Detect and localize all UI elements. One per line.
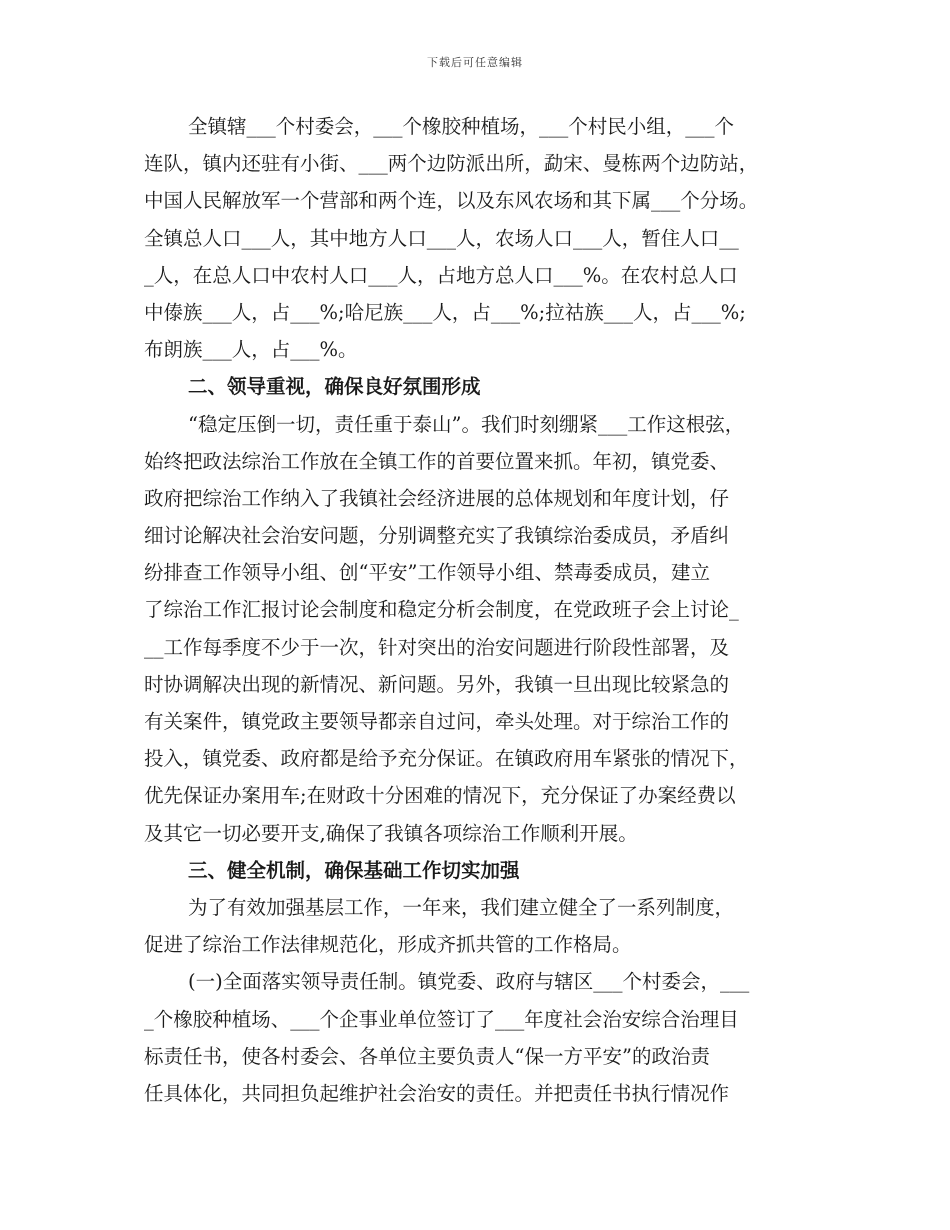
paragraph-line: (一)全面落实领导责任制。镇党委、政府与辖区___个村委会，___ bbox=[188, 970, 750, 994]
paragraph-line: 中国人民解放军一个营部和两个连，以及东风农场和其下属___个分场。 bbox=[144, 189, 759, 213]
paragraph-line: 有关案件，镇党政主要领导都亲自过问，牵头处理。对于综治工作的 bbox=[144, 710, 730, 733]
paragraph-line: 全镇总人口___人，其中地方人口___人，农场人口___人，暂住人口__ bbox=[144, 226, 739, 250]
paragraph-line: 始终把政法综治工作放在全镇工作的首要位置来抓。年初，镇党委、 bbox=[144, 449, 730, 473]
paragraph-line: 及其它一切必要开支,确保了我镇各项综治工作顺利开展。 bbox=[144, 821, 638, 845]
paragraph-line: “稳定压倒一切，责任重于泰山”。我们时刻绷紧___工作这根弦， bbox=[188, 412, 745, 436]
paragraph-line: 全镇辖___个村委会，___个橡胶种植场，___个村民小组，___个 bbox=[188, 115, 735, 138]
paragraph-line: __工作每季度不少于一次，针对突出的治安问题进行阶段性部署，及 bbox=[144, 635, 730, 659]
paragraph-line: 优先保证办案用车;在财政十分困难的情况下，充分保证了办案经费以 bbox=[144, 784, 736, 808]
paragraph-line: 投入，镇党委、政府都是给予充分保证。在镇政府用车紧张的情况下， bbox=[144, 747, 749, 771]
paragraph-line: 纷排查工作领导小组、创“平安”工作领导小组、禁毒委成员，建立 bbox=[144, 561, 710, 585]
paragraph-line: 促进了综治工作法律规范化，形成齐抓共管的工作格局。 bbox=[144, 933, 632, 957]
paragraph-line: 布朗族___人，占___%。 bbox=[144, 338, 358, 362]
paragraph-line: 政府把综治工作纳入了我镇社会经济进展的总体规划和年度计划，仔 bbox=[144, 486, 730, 510]
document-body bbox=[144, 108, 824, 1112]
paragraph-line: 为了有效加强基层工作，一年来，我们建立健全了一系列制度， bbox=[188, 895, 735, 919]
paragraph-line: 时协调解决出现的新情况、新问题。另外，我镇一旦出现比较紧急的 bbox=[144, 672, 730, 696]
paragraph-line: 标责任书，使各村委会、各单位主要负责人“保一方平安”的政治责 bbox=[144, 1044, 710, 1068]
page-header: 下载后可任意编辑 bbox=[427, 56, 523, 69]
paragraph-line: 任具体化，共同担负起维护社会治安的责任。并把责任书执行情况作 bbox=[144, 1081, 730, 1105]
paragraph-line: _人，在总人口中农村人口___人，占地方总人口___%。在农村总人口 bbox=[144, 263, 738, 287]
paragraph-line: 了综治工作汇报讨论会制度和稳定分析会制度，在党政班子会上讨论_ bbox=[144, 598, 739, 622]
paragraph-line: 中傣族___人，占___%;哈尼族___人，占___%;拉祜族___人，占___%; bbox=[144, 300, 746, 324]
paragraph-line: 连队，镇内还驻有小街、___两个边防派出所，勐宋、曼栋两个边防站， bbox=[144, 152, 759, 176]
paragraph-line: 细讨论解决社会治安问题，分别调整充实了我镇综治委成员，矛盾纠 bbox=[144, 524, 730, 548]
section-heading: 二、领导重视，确保良好氛围形成 bbox=[188, 375, 481, 399]
paragraph-line: _个橡胶种植场、___个企事业单位签订了___年度社会治安综合治理目 bbox=[144, 1007, 739, 1031]
section-heading: 三、健全机制，确保基础工作切实加强 bbox=[188, 858, 520, 882]
